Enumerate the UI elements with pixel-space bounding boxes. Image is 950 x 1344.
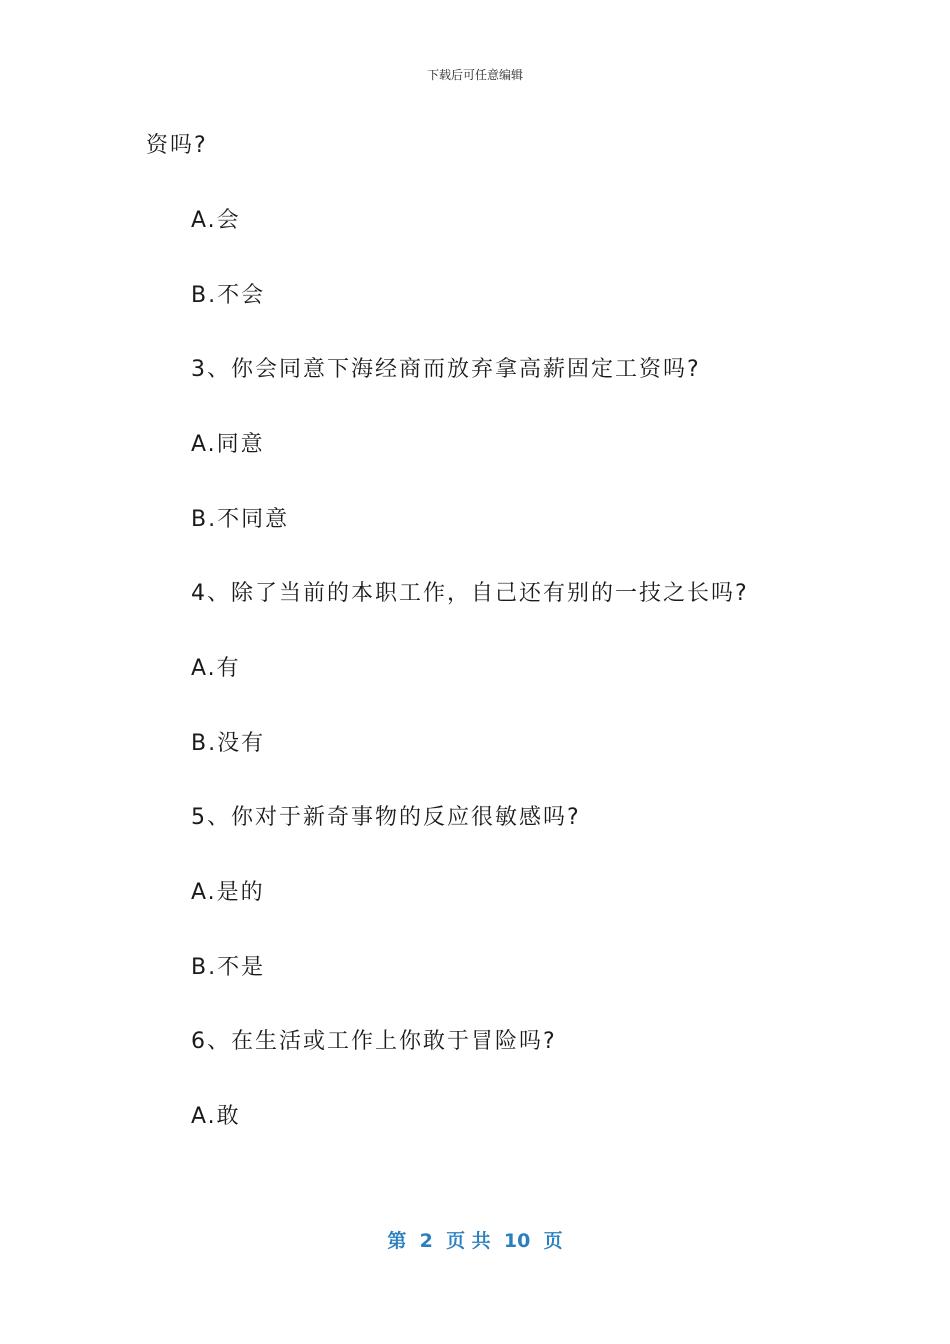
option-b: B.没有 xyxy=(191,731,266,756)
option-a: A.敢 xyxy=(191,1104,241,1129)
page-number-footer: 第 2 页 共 10 页 xyxy=(387,1230,563,1252)
question-continuation: 资吗? xyxy=(146,133,208,158)
option-b: B.不同意 xyxy=(191,507,290,532)
option-a: A.有 xyxy=(191,656,241,681)
question-5: 5、你对于新奇事物的反应很敏感吗? xyxy=(191,805,581,830)
option-b: B.不会 xyxy=(191,283,266,308)
question-3: 3、你会同意下海经商而放弃拿高薪固定工资吗? xyxy=(191,357,701,382)
option-a: A.是的 xyxy=(191,880,265,905)
option-a: A.同意 xyxy=(191,432,265,457)
question-6: 6、在生活或工作上你敢于冒险吗? xyxy=(191,1029,557,1054)
option-a: A.会 xyxy=(191,208,241,233)
question-4: 4、除了当前的本职工作，自己还有别的一技之长吗? xyxy=(191,581,749,606)
page-header: 下载后可任意编辑 xyxy=(426,68,523,82)
option-b: B.不是 xyxy=(191,955,266,980)
